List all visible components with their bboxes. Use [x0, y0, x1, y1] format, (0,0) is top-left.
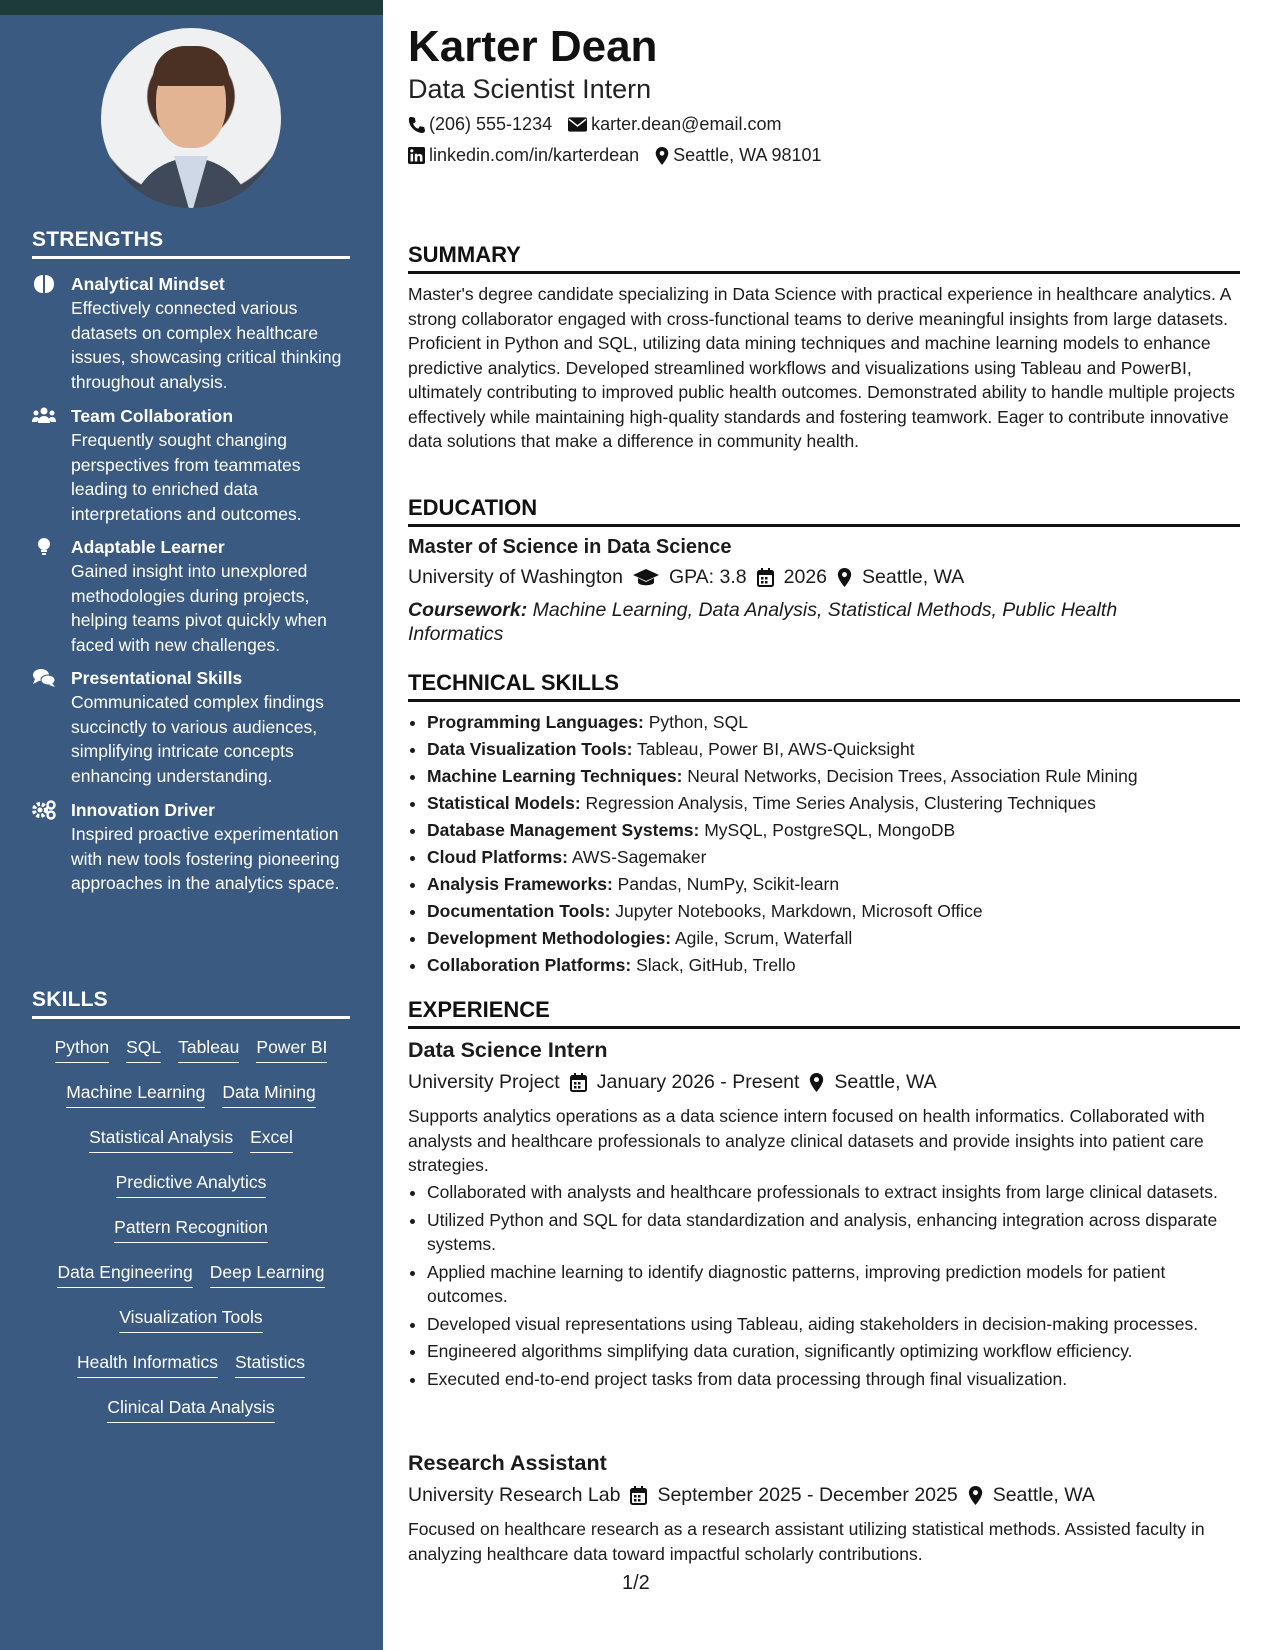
skill-chip: Clinical Data Analysis	[107, 1395, 274, 1423]
job-org: University Project	[408, 1071, 560, 1093]
skills-heading: SKILLS	[32, 988, 350, 1019]
skill-values: Python, SQL	[648, 712, 748, 732]
skill-values: Jupyter Notebooks, Markdown, Microsoft Office	[615, 901, 983, 921]
list-item: • Utilized Python and SQL for data standardization and analysis, enhancing integration across disparate systems.	[427, 1208, 1239, 1257]
skill-category: Development Methodologies:	[427, 928, 672, 948]
skill-values: Regression Analysis, Time Series Analysis, Clustering Techniques	[585, 793, 1096, 813]
skill-values: Agile, Scrum, Waterfall	[674, 928, 853, 948]
skill-chip: SQL	[126, 1035, 161, 1063]
education-location: Seattle, WA	[862, 566, 965, 588]
list-item	[427, 952, 1239, 979]
skills-row	[32, 1215, 350, 1260]
strength-item	[32, 798, 352, 896]
skill-category: Statistical Models:	[427, 793, 581, 813]
job-org: University Research Lab	[408, 1484, 621, 1506]
list-item	[427, 709, 1239, 736]
job-role: Data Science Intern	[408, 1038, 608, 1062]
skill-chip: Deep Learning	[210, 1260, 325, 1288]
job-location: Seattle, WA	[992, 1484, 1095, 1506]
strength-item	[32, 535, 352, 657]
strength-title: Adaptable Learner	[71, 537, 225, 557]
map-pin-icon	[809, 1073, 824, 1092]
skill-values: MySQL, PostgreSQL, MongoDB	[704, 820, 956, 840]
calendar-icon	[630, 1486, 647, 1505]
candidate-title: Data Scientist Intern	[408, 74, 652, 104]
job-location: Seattle, WA	[834, 1071, 937, 1093]
job-summary: Focused on healthcare research as a research assistant utilizing statistical methods. Assisted faculty in analyzing healthcare data toward impactful scholarly contributions.	[408, 1519, 1205, 1564]
skill-chip: Power BI	[256, 1035, 327, 1063]
skill-category: Cloud Platforms:	[427, 847, 568, 867]
school-name: University of Washington	[408, 566, 623, 588]
users-icon	[32, 406, 56, 426]
strength-desc: Inspired proactive experimentation with new tools fostering pioneering approaches in the analytics space.	[71, 824, 340, 893]
skill-chip: Visualization Tools	[119, 1305, 262, 1333]
education-meta	[408, 566, 964, 589]
technical-skills-heading: TECHNICAL SKILLS	[408, 670, 1240, 702]
brain-icon	[32, 274, 56, 294]
list-item	[427, 925, 1239, 952]
lightbulb-icon	[32, 537, 56, 557]
job-bullets	[408, 1180, 1239, 1394]
skill-values: Neural Networks, Decision Trees, Association Rule Mining	[687, 766, 1138, 786]
skill-category: Database Management Systems:	[427, 820, 700, 840]
gears-icon	[32, 800, 56, 820]
profile-photo	[101, 28, 281, 208]
graduation-year: 2026	[783, 566, 828, 588]
skill-chip: Statistics	[235, 1350, 305, 1378]
summary-text: Master's degree candidate specializing in Data Science with practical experience in healthcare analytics. A strong collaborator engaged with cross-functional teams to derive meaningful insights from large datasets. Proficient in Python and SQL, utilizing data mining techniques and machine learning models to enhance predictive analytics. Developed streamlined workflows and visualizations using Tableau and PowerBI, ultimately contributing to improved public health outcomes. Demonstrated ability to handle multiple projects effectively while maintaining high-quality standards and fostering teamwork. Eager to contribute innovative data solutions that make a difference in community health.	[408, 284, 1235, 451]
skill-values: Slack, GitHub, Trello	[636, 955, 796, 975]
skill-chip: Data Mining	[222, 1080, 315, 1108]
envelope-icon	[568, 117, 587, 132]
phone-text[interactable]: (206) 555-1234	[429, 114, 553, 134]
gpa-text: GPA: 3.8	[668, 566, 747, 588]
skill-chip: Python	[55, 1035, 109, 1063]
list-item	[427, 736, 1239, 763]
list-item	[427, 817, 1239, 844]
list-item	[427, 763, 1239, 790]
strength-item	[32, 272, 352, 394]
job-role: Research Assistant	[408, 1451, 607, 1475]
top-accent-band	[0, 0, 383, 15]
job-meta	[408, 1071, 937, 1094]
list-item: • Executed end-to-end project tasks from data processing through final visualization.	[427, 1367, 1239, 1392]
skills-row	[32, 1305, 350, 1350]
skill-values: Pandas, NumPy, Scikit-learn	[617, 874, 840, 894]
strength-title: Innovation Driver	[71, 800, 215, 820]
summary-heading: SUMMARY	[408, 242, 1240, 274]
job-meta	[408, 1484, 1095, 1507]
skill-chip: Excel	[250, 1125, 293, 1153]
page-number: 1/2	[622, 1572, 650, 1594]
skills-row	[32, 1125, 350, 1170]
skill-chip: Tableau	[178, 1035, 239, 1063]
map-pin-icon	[968, 1486, 983, 1505]
list-item: • Engineered algorithms simplifying data curation, significantly optimizing workflow efficiency.	[427, 1339, 1239, 1364]
education-heading: EDUCATION	[408, 495, 1240, 527]
sidebar	[0, 15, 383, 1650]
map-pin-icon	[655, 147, 669, 165]
skill-chip: Data Engineering	[57, 1260, 192, 1288]
job-dates: January 2026 - Present	[596, 1071, 800, 1093]
coursework-list: Machine Learning, Data Analysis, Statistical Methods, Public Health Informatics	[408, 599, 1118, 645]
contact-row	[408, 114, 781, 135]
skills-row	[32, 1170, 350, 1215]
strength-title: Team Collaboration	[71, 406, 234, 426]
skills-row	[32, 1395, 350, 1440]
skill-chip: Health Informatics	[77, 1350, 218, 1378]
phone-icon	[408, 116, 425, 133]
skill-category: Data Visualization Tools:	[427, 739, 633, 759]
skills-row	[32, 1350, 350, 1395]
candidate-name: Karter Dean	[408, 22, 658, 71]
list-item: • Collaborated with analysts and healthcare professionals to extract insights from large clinical datasets.	[427, 1180, 1239, 1205]
location-text: Seattle, WA 98101	[673, 145, 822, 165]
strength-desc: Frequently sought changing perspectives from teammates leading to enriched data interpretations and outcomes.	[71, 430, 302, 524]
strength-desc: Gained insight into unexplored methodologies during projects, helping teams pivot quickly when faced with new challenges.	[71, 561, 327, 655]
job-dates: September 2025 - December 2025	[657, 1484, 958, 1506]
skill-category: Machine Learning Techniques:	[427, 766, 683, 786]
strength-desc: Effectively connected various datasets on complex healthcare issues, showcasing critical thinking throughout analysis.	[71, 298, 342, 392]
skill-chip: Pattern Recognition	[114, 1215, 268, 1243]
list-item	[427, 871, 1239, 898]
experience-heading: EXPERIENCE	[408, 997, 1240, 1029]
skill-chip: Machine Learning	[66, 1080, 205, 1108]
calendar-icon	[757, 568, 774, 587]
skill-chip: Statistical Analysis	[89, 1125, 233, 1153]
map-pin-icon	[837, 568, 852, 587]
skill-chip: Predictive Analytics	[116, 1170, 267, 1198]
linkedin-icon	[408, 147, 425, 164]
skill-values: Tableau, Power BI, AWS-Quicksight	[637, 739, 915, 759]
skill-values: AWS-Sagemaker	[571, 847, 707, 867]
job-summary: Supports analytics operations as a data science intern focused on health informatics. Collaborated with analysts and healthcare professionals to analyze clinical datasets and provide insights into patient care strategies.	[408, 1106, 1205, 1175]
strength-desc: Communicated complex findings succinctly to various audiences, simplifying intricate concepts enhancing understanding.	[71, 692, 324, 786]
degree-title: Master of Science in Data Science	[408, 536, 732, 558]
list-item	[427, 898, 1239, 925]
email-link[interactable]: karter.dean@email.com	[591, 114, 782, 134]
coursework	[408, 598, 1188, 646]
coursework-label: Coursework:	[408, 599, 528, 621]
skills-list	[32, 1035, 350, 1440]
linkedin-link[interactable]: linkedin.com/in/karterdean	[429, 145, 640, 165]
skill-category: Collaboration Platforms:	[427, 955, 632, 975]
strength-title: Presentational Skills	[71, 668, 243, 688]
calendar-icon	[570, 1073, 587, 1092]
graduation-cap-icon	[633, 569, 659, 587]
skill-category: Programming Languages:	[427, 712, 644, 732]
skills-row	[32, 1260, 350, 1305]
skill-category: Documentation Tools:	[427, 901, 611, 921]
list-item	[427, 790, 1239, 817]
strength-item	[32, 404, 352, 526]
skills-row	[32, 1035, 350, 1080]
list-item: • Developed visual representations using Tableau, aiding stakeholders in decision-making processes.	[427, 1312, 1239, 1337]
contact-row	[408, 145, 822, 166]
list-item	[427, 844, 1239, 871]
comments-icon	[32, 668, 56, 688]
skills-row	[32, 1080, 350, 1125]
strength-item	[32, 666, 352, 788]
strength-title: Analytical Mindset	[71, 274, 225, 294]
technical-skills-list	[408, 709, 1239, 979]
list-item: • Applied machine learning to identify diagnostic patterns, improving prediction models for patient outcomes.	[427, 1260, 1239, 1309]
strengths-heading: STRENGTHS	[32, 228, 350, 259]
skill-category: Analysis Frameworks:	[427, 874, 613, 894]
